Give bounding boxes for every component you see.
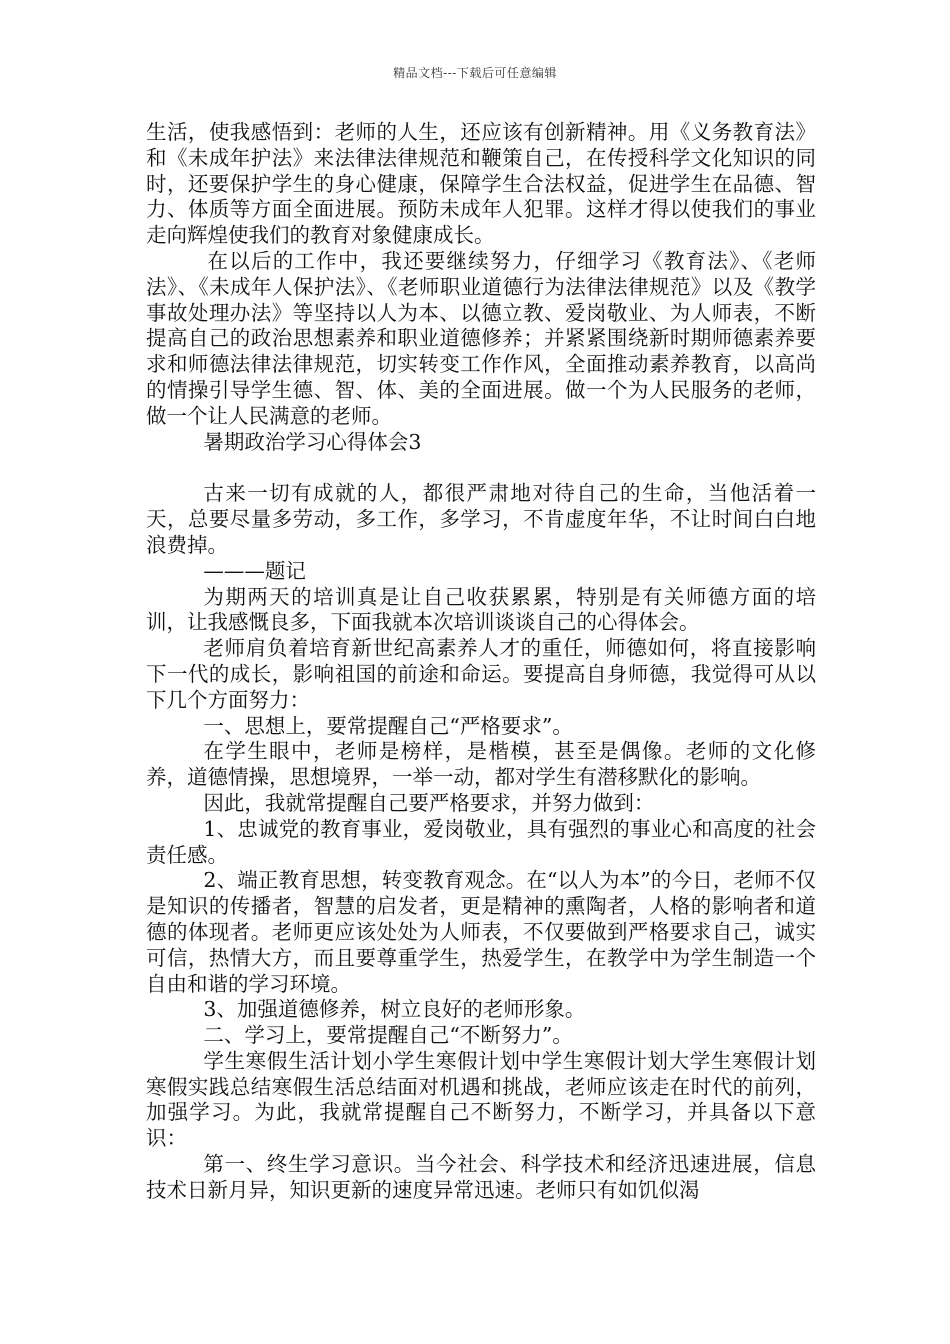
epigraph-attribution: ———题记	[203, 558, 306, 583]
list-item: 1、忠诚党的教育事业，爱岗敬业，具有强烈的事业心和高度的社会责任感。	[146, 816, 816, 867]
paragraph-epigraph: 古来一切有成就的人，都很严肃地对待自己的生命，当他活着一天，总要尽量多劳动，多工作，多学习，不肯虚度年华，不让时间白白地浪费掉。	[146, 481, 816, 557]
page-header: 精品文档---下载后可任意编辑	[393, 66, 557, 80]
subsection-heading: 一、思想上，要常提醒自己“严格要求”。	[203, 713, 573, 738]
subsection-heading: 二、学习上，要常提醒自己“不断努力”。	[203, 1023, 573, 1048]
section-heading: 暑期政治学习心得体会3	[203, 429, 422, 454]
paragraph: 为期两天的培训真是让自己收获累累，特别是有关师德方面的培训，让我感慨良多，下面我就本次培训谈谈自己的心得体会。	[146, 584, 816, 635]
paragraph: 在以后的工作中，我还要继续努力，仔细学习《教育法》、《老师法》、《未成年人保护法》、《老师职业道德行为法律法律规范》以及《教学事故处理办法》等坚持以人为本、以德立教、爱岗敬业、为人师表，不断提高自己的政治思想素养和职业道德修养；并紧紧围绕新时期师德素养要求和师德法律法律规范，切实转变工作作风，全面推动素养教育，以高尚的情操引导学生德、智、体、美的全面进展。做一个为人民服务的老师，做一个让人民满意的老师。	[146, 248, 816, 428]
paragraph: 第一、终生学习意识。当今社会、科学技术和经济迅速进展，信息技术日新月异，知识更新的速度异常迅速。老师只有如饥似渴	[146, 1152, 816, 1202]
blank-line	[146, 455, 816, 481]
paragraph: 学生寒假生活计划小学生寒假计划中学生寒假计划大学生寒假计划寒假实践总结寒假生活总结面对机遇和挑战，老师应该走在时代的前列，加强学习。为此，我就常提醒自己不断努力，不断学习，并具备以下意识：	[146, 1048, 816, 1151]
paragraph-continuation: 生活，使我感悟到：老师的人生，还应该有创新精神。用《义务教育法》和《未成年护法》来法律法律规范和鞭策自己，在传授科学文化知识的同时，还要保护学生的身心健康，保障学生合法权益，促进学生在品德、智力、体质等方面全面进展。预防未成年人犯罪。这样才得以使我们的事业走向辉煌使我们的教育对象健康成长。	[146, 120, 816, 248]
paragraph: 老师肩负着培育新世纪高素养人才的重任，师德如何，将直接影响下一代的成长，影响祖国的前途和命运。要提高自身师德，我觉得可从以下几个方面努力：	[146, 636, 816, 712]
list-item: 3、加强道德修养，树立良好的老师形象。	[203, 997, 586, 1022]
paragraph: 因此，我就常提醒自己要严格要求，并努力做到：	[203, 790, 655, 815]
document-body	[146, 120, 816, 1204]
list-item: 2、端正教育思想，转变教育观念。在“以人为本”的今日，老师不仅是知识的传播者，智慧的启发者，更是精神的熏陶者，人格的影响者和道德的体现者。老师更应该处处为人师表，不仅要做到严格要求自己，诚实可信，热情大方，而且要尊重学生，热爱学生，在教学中为学生制造一个自由和谐的学习环境。	[146, 868, 816, 996]
paragraph: 在学生眼中，老师是榜样，是楷模，甚至是偶像。老师的文化修养，道德情操，思想境界，一举一动，都对学生有潜移默化的影响。	[146, 739, 816, 790]
